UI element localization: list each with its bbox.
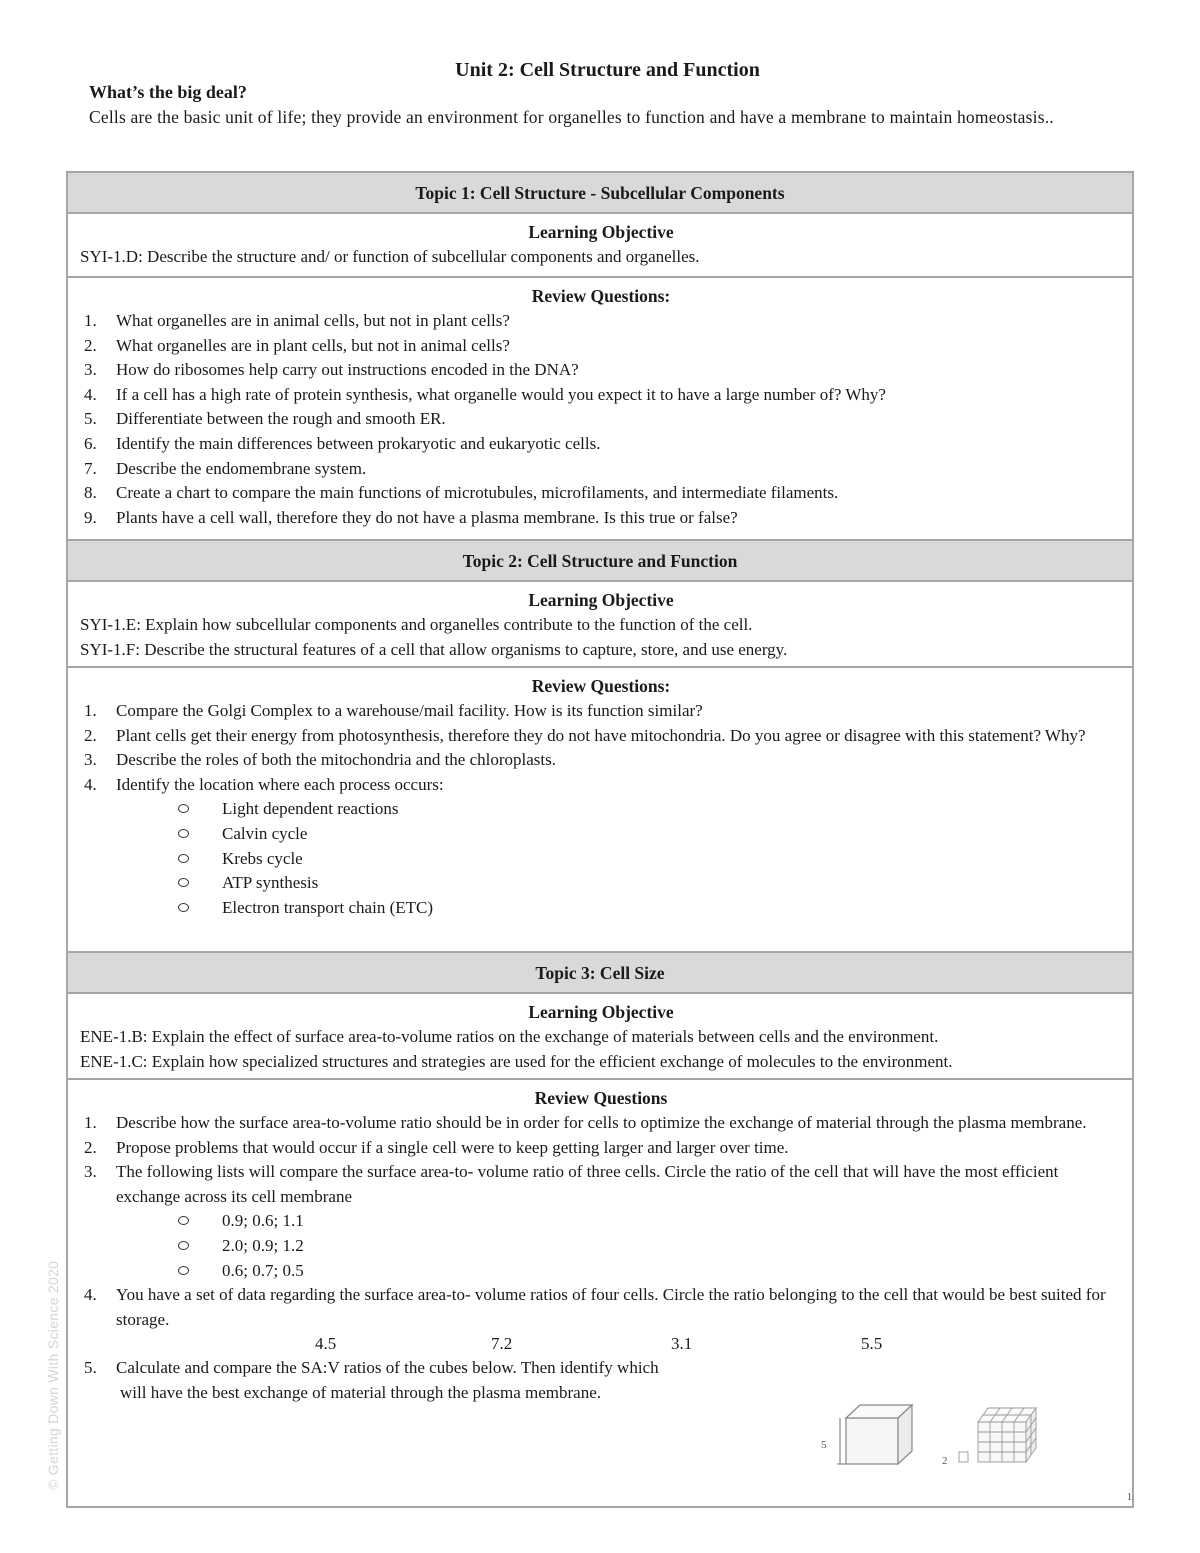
question-text: Propose problems that would occur if a single cell were to keep getting larger and larger over time. bbox=[116, 1137, 789, 1157]
process-item bbox=[80, 896, 1122, 921]
topic-2-objective bbox=[68, 582, 1132, 668]
question-item bbox=[80, 699, 1122, 724]
process-text: Light dependent reactions bbox=[222, 799, 399, 819]
question-text: Describe how the surface area-to-volume ratio should be in order for cells to optimize the exchange of material through the plasma membrane. bbox=[116, 1113, 1087, 1132]
question-number: 6. bbox=[84, 433, 97, 453]
process-item bbox=[80, 847, 1122, 872]
question-number: 8. bbox=[84, 483, 97, 503]
question-number: 7. bbox=[84, 458, 97, 478]
question-text: Identify the location where each process occurs: bbox=[116, 774, 444, 794]
question-text-continued: will have the best exchange of material through the plasma membrane. bbox=[120, 1382, 602, 1402]
objective-text: ENE-1.B: Explain the effect of surface area-to-volume ratios on the exchange of materials between cells and the environment. bbox=[80, 1027, 939, 1046]
question-item bbox=[80, 457, 1122, 482]
ratio-item bbox=[80, 1209, 1122, 1234]
storage-value: 7.2 bbox=[491, 1334, 513, 1354]
question-text: Plants have a cell wall, therefore they do not have a plasma membrane. Is this true or false? bbox=[116, 507, 738, 527]
big-deal-text: Cells are the basic unit of life; they provide an environment for organelles to function and have a membrane to maintain homeostasis.. bbox=[89, 107, 1054, 127]
question-item bbox=[80, 1356, 1122, 1405]
question-number: 4. bbox=[84, 384, 97, 404]
question-number: 9. bbox=[84, 507, 97, 527]
question-number: 4. bbox=[84, 1285, 97, 1305]
ratio-text: 2.0; 0.9; 1.2 bbox=[222, 1235, 304, 1255]
storage-value: 4.5 bbox=[315, 1334, 337, 1354]
question-item bbox=[80, 1160, 1122, 1209]
process-text: ATP synthesis bbox=[222, 873, 319, 893]
circle-bullet-icon bbox=[178, 829, 189, 838]
question-number: 1. bbox=[84, 701, 97, 720]
question-item bbox=[80, 407, 1122, 432]
question-list bbox=[80, 1356, 1122, 1405]
question-item bbox=[80, 481, 1122, 506]
storage-value: 5.5 bbox=[861, 1334, 883, 1354]
review-heading: Review Questions: bbox=[531, 676, 671, 696]
question-text: Differentiate between the rough and smooth ER. bbox=[116, 409, 446, 429]
question-number: 1. bbox=[84, 311, 97, 330]
small-cubes-icon bbox=[959, 1408, 1036, 1462]
question-item bbox=[80, 383, 1122, 408]
process-text: Calvin cycle bbox=[222, 823, 308, 843]
question-number: 4. bbox=[84, 774, 97, 794]
question-item bbox=[80, 1136, 1122, 1161]
circle-bullet-icon bbox=[178, 1266, 189, 1275]
circle-bullet-icon bbox=[178, 878, 189, 887]
question-number: 3. bbox=[84, 360, 97, 380]
question-item bbox=[80, 309, 1122, 334]
question-text: What organelles are in plant cells, but not in animal cells? bbox=[116, 335, 510, 355]
question-text: If a cell has a high rate of protein synthesis, what organelle would you expect it to have a large number of? Why? bbox=[116, 384, 886, 404]
question-text: Describe the endomembrane system. bbox=[116, 458, 367, 478]
topic-3-objective bbox=[68, 994, 1132, 1080]
process-list bbox=[80, 797, 1122, 920]
question-text: Identify the main differences between prokaryotic and eukaryotic cells. bbox=[116, 433, 601, 453]
storage-value: 3.1 bbox=[671, 1334, 693, 1354]
topic-1-objective bbox=[68, 214, 1132, 278]
objective-text: SYI-1.D: Describe the structure and/ or function of subcellular components and organelles. bbox=[80, 247, 700, 266]
objective-text: SYI-1.E: Explain how subcellular components and organelles contribute to the function of the cell. bbox=[80, 615, 753, 634]
circle-bullet-icon bbox=[178, 804, 189, 813]
circle-bullet-icon bbox=[178, 1241, 189, 1250]
question-item bbox=[80, 506, 1122, 531]
storage-values-row bbox=[80, 1332, 1122, 1356]
question-text: Plant cells get their energy from photosynthesis, therefore they do not have mitochondria. Do you agree or disagree with this statement? Why? bbox=[116, 725, 1086, 745]
page-number: 1 bbox=[1127, 1492, 1132, 1503]
question-text: What organelles are in animal cells, but not in plant cells? bbox=[116, 311, 510, 330]
ratio-text: 0.9; 0.6; 1.1 bbox=[222, 1211, 304, 1231]
page-title: Unit 2: Cell Structure and Function bbox=[455, 59, 760, 81]
question-list bbox=[80, 1111, 1122, 1209]
question-item bbox=[80, 748, 1122, 773]
topic-2-review bbox=[68, 668, 1132, 953]
review-heading: Review Questions: bbox=[531, 286, 671, 306]
large-cube-icon bbox=[837, 1405, 912, 1464]
question-text: Describe the roles of both the mitochondria and the chloroplasts. bbox=[116, 750, 556, 770]
question-text: Create a chart to compare the main functions of microtubules, microfilaments, and intermediate filaments. bbox=[116, 483, 839, 503]
cubes-svg bbox=[818, 1402, 1038, 1474]
question-text: You have a set of data regarding the surface area-to- volume ratios of four cells. Circle the ratio belonging to the cell that would be best suited for storage. bbox=[116, 1285, 1106, 1329]
question-text: Calculate and compare the SA:V ratios of the cubes below. Then identify which bbox=[116, 1358, 659, 1378]
question-list bbox=[80, 1283, 1122, 1332]
ratio-item bbox=[80, 1234, 1122, 1259]
question-number: 2. bbox=[84, 335, 97, 355]
process-text: Electron transport chain (ETC) bbox=[222, 897, 434, 917]
objective-heading: Learning Objective bbox=[528, 1002, 674, 1022]
question-list bbox=[80, 309, 1122, 530]
topic-2-header: Topic 2: Cell Structure and Function bbox=[68, 541, 1132, 582]
question-number: 5. bbox=[84, 409, 97, 429]
process-item bbox=[80, 797, 1122, 822]
topics-table bbox=[66, 171, 1134, 1508]
question-item bbox=[80, 358, 1122, 383]
question-text: Compare the Golgi Complex to a warehouse/mail facility. How is its function similar? bbox=[116, 701, 703, 720]
question-list bbox=[80, 699, 1122, 797]
small-cube-label: 2 bbox=[942, 1455, 948, 1467]
large-cube-label: 5 bbox=[821, 1439, 827, 1451]
question-number: 5. bbox=[84, 1358, 97, 1378]
cube-diagrams bbox=[818, 1402, 1038, 1474]
big-deal-heading: What’s the big deal? bbox=[89, 82, 247, 102]
objective-text: SYI-1.F: Describe the structural features of a cell that allow organisms to capture, store, and use energy. bbox=[80, 639, 788, 659]
ratio-text: 0.6; 0.7; 0.5 bbox=[222, 1260, 304, 1280]
question-number: 3. bbox=[84, 750, 97, 770]
question-number: 2. bbox=[84, 725, 97, 745]
question-item bbox=[80, 773, 1122, 798]
question-text: How do ribosomes help carry out instructions encoded in the DNA? bbox=[116, 360, 579, 380]
ratio-item bbox=[80, 1259, 1122, 1284]
question-item bbox=[80, 724, 1122, 749]
question-number: 2. bbox=[84, 1137, 97, 1157]
question-number: 1. bbox=[84, 1113, 97, 1132]
question-item bbox=[80, 1283, 1122, 1332]
topic-1-header: Topic 1: Cell Structure - Subcellular Components bbox=[68, 173, 1132, 214]
question-item bbox=[80, 432, 1122, 457]
question-text: The following lists will compare the surface area-to- volume ratio of three cells. Circle the ratio of the cell that will have the most efficient exchange across its cell membrane bbox=[116, 1162, 1059, 1206]
ratio-list bbox=[80, 1209, 1122, 1283]
circle-bullet-icon bbox=[178, 903, 189, 912]
topic-3-header: Topic 3: Cell Size bbox=[68, 953, 1132, 994]
objective-text: ENE-1.C: Explain how specialized structures and strategies are used for the efficient exchange of molecules to the environment. bbox=[80, 1051, 953, 1071]
topic-3-review bbox=[68, 1080, 1132, 1411]
question-number: 3. bbox=[84, 1162, 97, 1182]
circle-bullet-icon bbox=[178, 854, 189, 863]
question-item bbox=[80, 334, 1122, 359]
process-text: Krebs cycle bbox=[222, 848, 303, 868]
copyright-watermark: © Getting Down With Science 2020 bbox=[45, 1260, 61, 1490]
topic-1-review bbox=[68, 278, 1132, 541]
objective-heading: Learning Objective bbox=[528, 590, 674, 610]
process-item bbox=[80, 822, 1122, 847]
objective-heading: Learning Objective bbox=[528, 222, 674, 242]
process-item bbox=[80, 871, 1122, 896]
circle-bullet-icon bbox=[178, 1216, 189, 1225]
review-heading: Review Questions bbox=[534, 1088, 668, 1108]
question-item bbox=[80, 1111, 1122, 1136]
